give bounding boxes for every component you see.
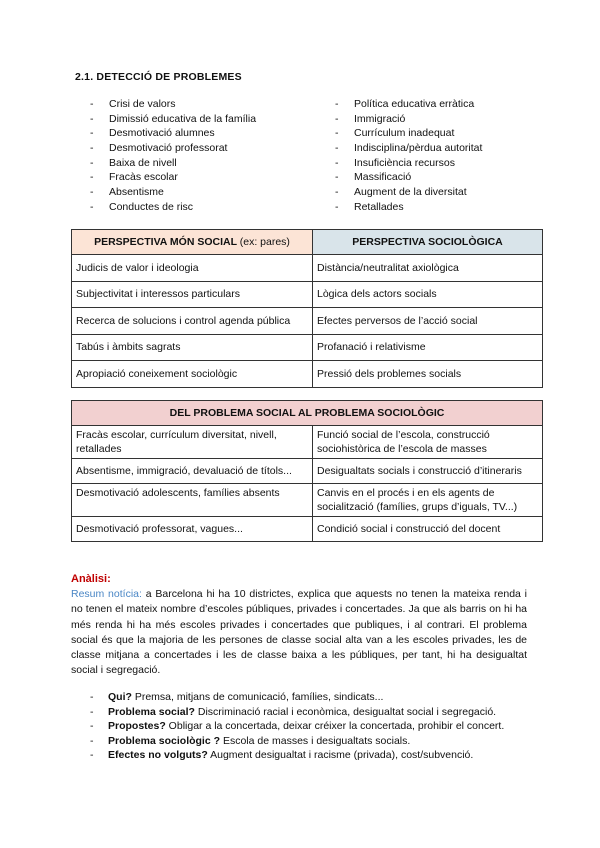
question-answer: Escola de masses i desigualtats socials. (220, 734, 411, 747)
list-item: - Baixa de nivell (90, 156, 256, 171)
list-item: - Absentisme (90, 185, 256, 200)
list-item (90, 690, 504, 705)
header-sociological-perspective: PERSPECTIVA SOCIOLÒGICA (313, 230, 543, 255)
summary-label: Resum notícia: (71, 588, 142, 600)
analysis-title: Anàlisi: (71, 573, 111, 585)
list-item: - Retallades (335, 200, 482, 215)
analysis-paragraph (71, 587, 527, 679)
table-row (72, 281, 543, 308)
table-row (72, 459, 543, 484)
table-cell: Subjectivitat i interessos particulars (72, 281, 313, 308)
list-item: - Fracàs escolar (90, 170, 256, 185)
list-item: - Indisciplina/pèrdua autoritat (335, 141, 482, 156)
problems-list-left (90, 97, 256, 215)
list-item (90, 734, 504, 749)
table-cell: Apropiació coneixement sociològic (72, 361, 313, 388)
list-item: - Desmotivació alumnes (90, 126, 256, 141)
question-label: Problema sociològic ? (108, 734, 221, 747)
table-cell: Fracàs escolar, currículum diversitat, nivell, retallades (72, 426, 313, 459)
list-item (90, 719, 504, 734)
table-cell: Lògica dels actors socials (313, 281, 543, 308)
table-cell: Profanació i relativisme (313, 334, 543, 361)
table-cell: Efectes perversos de l’acció social (313, 308, 543, 335)
section-title: 2.1. DETECCIÓ DE PROBLEMES (75, 71, 242, 83)
table-row (72, 334, 543, 361)
question-label: Efectes no volguts? (108, 749, 208, 762)
problem-table (71, 400, 543, 542)
header-label: PERSPECTIVA MÓN SOCIAL (94, 236, 237, 248)
table-cell: Condició social i construcció del docent (313, 517, 543, 542)
table-cell: Distància/neutralitat axiològica (313, 255, 543, 282)
table-cell: Recerca de solucions i control agenda pública (72, 308, 313, 335)
question-answer: Augment desigualtat i racisme (privada), cost/subvenció. (207, 749, 474, 762)
list-item: - Currículum inadequat (335, 126, 482, 141)
table-row (72, 308, 543, 335)
analysis-questions (90, 690, 504, 763)
table-cell: Desigualtats socials i construcció d’itineraris (313, 459, 543, 484)
table-cell: Pressió dels problemes socials (313, 361, 543, 388)
problems-list-right (335, 97, 482, 215)
table-row (72, 255, 543, 282)
list-item: - Política educativa erràtica (335, 97, 482, 112)
list-item: - Crisi de valors (90, 97, 256, 112)
table-cell: Desmotivació professorat, vagues... (72, 517, 313, 542)
list-item: - Dimissió educativa de la família (90, 112, 256, 127)
list-item: - Augment de la diversitat (335, 185, 482, 200)
table-cell: Tabús i àmbits sagrats (72, 334, 313, 361)
table-row (72, 361, 543, 388)
perspectives-table (71, 229, 543, 388)
list-item: - Massificació (335, 170, 482, 185)
table-cell: Desmotivació adolescents, famílies absents (72, 484, 313, 517)
table-header-row (72, 401, 543, 426)
question-answer: Obligar a la concertada, deixar créixer la concertada, prohibir el concert. (165, 720, 505, 733)
summary-text: a Barcelona hi ha 10 districtes, explica que aquests no tenen la mateixa renda i no tenen el mateix nombre d’escoles públiques, privades i concertades. Ja que als barris on hi ha més renda hi ha més escoles privades i concertades que publiques, i al contrari. El problema social és que la majoria de les persones de classe social alta van a les escoles privades, les de classe mitjana a concertades i les de classe baixa a les públiques, per tant, hi ha desigualtat social i segregació. (71, 588, 528, 677)
header-problem: DEL PROBLEMA SOCIAL AL PROBLEMA SOCIOLÒGIC (72, 401, 543, 426)
list-item: - Insuficiència recursos (335, 156, 482, 171)
header-social-perspective (72, 230, 313, 255)
table-cell: Judicis de valor i ideologia (72, 255, 313, 282)
question-label: Qui? (108, 691, 132, 703)
table-row (72, 426, 543, 459)
table-cell: Absentisme, immigració, devaluació de títols... (72, 459, 313, 484)
list-item (90, 705, 504, 720)
list-item: - Conductes de risc (90, 200, 256, 215)
list-item (90, 748, 504, 763)
list-item: - Immigració (335, 112, 482, 127)
table-header-row (72, 230, 543, 255)
table-cell: Funció social de l’escola, construcció sociohistòrica de l’escola de masses (313, 426, 543, 459)
table-cell: Canvis en el procés i en els agents de socialització (famílies, grups d’iguals, TV...) (313, 484, 543, 517)
header-note: (ex: pares) (239, 236, 290, 248)
question-answer: Discriminació racial i econòmica, desigualtat social i segregació. (194, 705, 497, 718)
question-label: Propostes? (108, 720, 166, 733)
question-label: Problema social? (108, 705, 195, 718)
list-item: - Desmotivació professorat (90, 141, 256, 156)
table-row (72, 517, 543, 542)
table-row (72, 484, 543, 517)
question-answer: Premsa, mitjans de comunicació, famílies, sindicats... (131, 691, 384, 703)
